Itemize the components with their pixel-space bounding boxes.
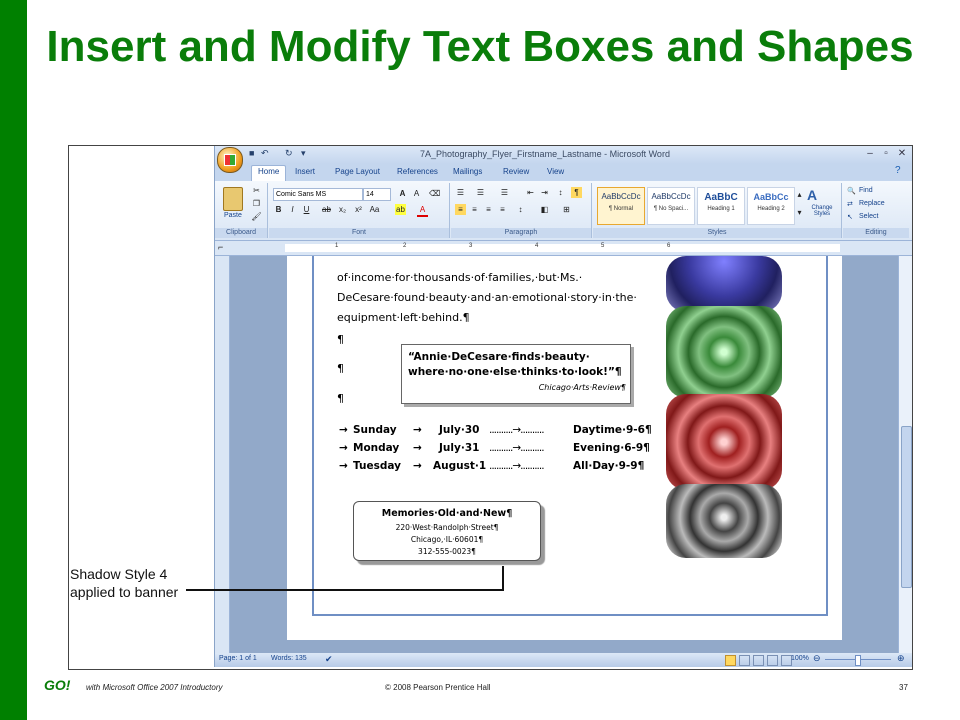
quote-line: where·no·one·else·thinks·to·look!”¶: [408, 366, 622, 378]
redo-icon[interactable]: ↻: [285, 148, 293, 158]
editing-label: Editing: [843, 228, 909, 238]
decrease-indent-icon[interactable]: ⇤: [527, 188, 534, 197]
vertical-ruler[interactable]: [215, 256, 230, 656]
ruler-tick: 5: [601, 243, 605, 249]
word-count[interactable]: Words: 135: [271, 655, 307, 662]
font-label: Font: [269, 228, 449, 238]
font-name-select[interactable]: Comic Sans MS: [273, 188, 363, 201]
change-styles-icon[interactable]: A: [807, 187, 818, 203]
body-paragraph[interactable]: [337, 268, 637, 328]
ruler-tick: 2: [403, 243, 407, 249]
outline-icon[interactable]: [767, 655, 778, 666]
scrollbar-thumb[interactable]: [901, 426, 912, 588]
ruler-tick: 4: [535, 243, 539, 249]
ruler-tick: 1: [335, 243, 339, 249]
line-spacing-icon[interactable]: ↕: [518, 205, 523, 214]
schedule-time: All·Day·9-9¶: [573, 460, 645, 472]
body-line: equipment·left·behind.¶: [337, 311, 470, 324]
slide-left-bar: [0, 0, 27, 720]
paragraph-label: Paragraph: [451, 228, 591, 238]
style-normal[interactable]: [597, 187, 645, 225]
align-left-icon[interactable]: ≡: [455, 204, 466, 215]
justify-icon[interactable]: ≡: [500, 205, 505, 214]
banner-line: 312-555-0023¶: [418, 547, 476, 556]
find-icon[interactable]: 🔍: [847, 188, 856, 195]
print-layout-icon[interactable]: [725, 655, 736, 666]
tab-arrow-icon: →: [339, 442, 348, 454]
select-icon[interactable]: ↖: [847, 214, 853, 221]
zoom-in-icon[interactable]: ⊕: [897, 653, 905, 663]
close-button[interactable]: ✕: [897, 148, 907, 159]
style-name: Heading 2: [757, 206, 785, 212]
title-bar: [215, 146, 912, 164]
shading-icon[interactable]: ◧: [540, 205, 549, 214]
copy-icon[interactable]: ❐: [252, 199, 261, 208]
style-heading-2[interactable]: [747, 187, 795, 225]
zoom-out-icon[interactable]: ⊖: [813, 653, 821, 663]
paste-icon[interactable]: [223, 187, 243, 211]
save-icon[interactable]: ■: [249, 148, 255, 158]
callout-line: [502, 566, 504, 590]
zoom-slider-thumb[interactable]: [855, 655, 861, 666]
underline-button[interactable]: U: [303, 205, 310, 214]
help-icon[interactable]: ?: [895, 165, 901, 176]
banner-line: 220·West·Randolph·Street¶: [395, 523, 499, 532]
clock-image-blue[interactable]: [666, 256, 782, 312]
align-right-icon[interactable]: ≡: [486, 205, 491, 214]
schedule-date: July·30: [439, 424, 480, 436]
select-button[interactable]: Select: [859, 213, 879, 220]
paragraph-group: [451, 183, 592, 238]
font-color-icon[interactable]: A: [417, 204, 428, 217]
show-hide-icon[interactable]: ¶: [571, 187, 582, 198]
dot-leader: ..........→..........: [489, 460, 544, 472]
office-button[interactable]: [217, 147, 243, 173]
tab-arrow-icon: →: [413, 424, 422, 436]
borders-icon[interactable]: ⊞: [563, 205, 570, 214]
ruler-tick: 3: [469, 243, 473, 249]
status-bar: [215, 653, 912, 667]
style-name: ¶ No Spaci...: [653, 206, 689, 212]
maximize-button[interactable]: ▫: [884, 148, 888, 159]
customize-qat-icon[interactable]: ▾: [301, 148, 306, 158]
clock-image-gray[interactable]: [666, 484, 782, 558]
replace-icon[interactable]: ⇄: [847, 201, 853, 208]
subscript-button[interactable]: x₂: [338, 205, 347, 214]
clock-image-green[interactable]: [666, 306, 782, 398]
office-logo-icon: [224, 154, 236, 166]
change-styles-label[interactable]: Change Styles: [811, 205, 833, 217]
schedule-date: August·1: [433, 460, 487, 472]
schedule-time: Daytime·9-6¶: [573, 424, 652, 436]
schedule-table[interactable]: [339, 421, 659, 475]
go-logo: GO!: [44, 677, 71, 693]
change-case-button[interactable]: Aa: [369, 205, 380, 214]
empty-paragraph[interactable]: ¶: [337, 362, 344, 375]
tab-arrow-icon: →: [339, 424, 348, 436]
clock-image-red[interactable]: [666, 394, 782, 490]
style-preview: AaBbCcDc: [601, 192, 641, 201]
slide-title: Insert and Modify Text Boxes and Shapes: [46, 22, 914, 71]
cut-icon[interactable]: ✂: [253, 186, 260, 195]
zoom-level[interactable]: 100%: [791, 655, 809, 662]
multilevel-list-icon[interactable]: ☰: [500, 188, 509, 197]
font-size-select[interactable]: 14: [363, 188, 391, 201]
callout-line: [186, 589, 504, 591]
dot-leader: ..........→..........: [489, 442, 544, 454]
tab-mailings[interactable]: Mailings: [453, 167, 483, 176]
bullets-icon[interactable]: ☰: [456, 188, 465, 197]
style-name: Heading 1: [707, 206, 735, 212]
page-count[interactable]: Page: 1 of 1: [219, 655, 257, 662]
ruler-track: [285, 244, 840, 252]
schedule-day: Tuesday: [353, 460, 401, 472]
tab-page-layout[interactable]: Page Layout: [335, 167, 380, 176]
grow-font-icon[interactable]: A: [399, 189, 406, 198]
footer-left: with Microsoft Office 2007 Introductory: [86, 683, 223, 692]
font-group: [269, 183, 450, 238]
minimize-button[interactable]: –: [867, 148, 873, 159]
style-name: ¶ Normal: [608, 206, 634, 212]
paste-label: Paste: [224, 212, 242, 219]
banner-line: Chicago,·IL·60601¶: [410, 535, 484, 544]
tab-review[interactable]: Review: [503, 167, 530, 176]
horizontal-ruler[interactable]: [215, 241, 912, 256]
increase-indent-icon[interactable]: ⇥: [541, 188, 548, 197]
tab-home[interactable]: Home: [251, 165, 286, 182]
quote-source: Chicago·Arts·Review¶: [538, 383, 626, 392]
style-preview: AaBbCcDc: [651, 192, 691, 201]
banner-title: Memories·Old·and·New¶: [381, 508, 513, 519]
tab-arrow-icon: →: [413, 442, 422, 454]
format-painter-icon[interactable]: 🖌: [251, 212, 262, 221]
banner-shape[interactable]: [353, 501, 541, 561]
callout-label: Shadow Style 4 applied to banner: [70, 566, 179, 600]
vertical-scrollbar[interactable]: [898, 256, 912, 656]
clipboard-label: Clipboard: [215, 228, 267, 238]
styles-more-icon[interactable]: ▾: [797, 208, 802, 217]
ribbon: [215, 181, 912, 241]
body-line: DeCesare·found·beauty·and·an·emotional·story·in·the·: [337, 291, 637, 304]
tab-selector-icon[interactable]: ⌐: [218, 242, 224, 252]
tab-arrow-icon: →: [339, 460, 348, 472]
quote-text-box[interactable]: [401, 344, 631, 404]
style-preview: AaBbCc: [753, 192, 789, 202]
schedule-row: [339, 421, 659, 439]
clipboard-group: [215, 183, 268, 238]
schedule-day: Sunday: [353, 424, 397, 436]
style-no-spacing[interactable]: [647, 187, 695, 225]
styles-scroll-icon[interactable]: ▴: [797, 190, 802, 199]
schedule-row: [339, 439, 659, 457]
styles-group: [593, 183, 842, 238]
align-center-icon[interactable]: ≡: [472, 205, 477, 214]
page-number: 37: [899, 683, 908, 692]
undo-icon[interactable]: ↶: [261, 148, 269, 158]
window-title: 7A_Photography_Flyer_Firstname_Lastname - Microsoft Word: [420, 149, 670, 159]
styles-label: Styles: [593, 228, 841, 238]
proofing-icon[interactable]: ✔: [325, 654, 333, 664]
strikethrough-button[interactable]: ab: [322, 205, 331, 214]
body-line: of·income·for·thousands·of·families,·but·Ms.·: [337, 271, 583, 284]
highlight-icon[interactable]: ab: [396, 205, 405, 214]
schedule-time: Evening·6-9¶: [573, 442, 650, 454]
footer-copyright: © 2008 Pearson Prentice Hall: [385, 683, 491, 692]
ribbon-tabs: [215, 164, 912, 181]
tab-insert[interactable]: Insert: [295, 167, 316, 176]
style-heading-1[interactable]: [697, 187, 745, 225]
web-layout-icon[interactable]: [753, 655, 764, 666]
find-button[interactable]: Find: [859, 187, 873, 194]
dot-leader: ..........→..........: [489, 424, 544, 436]
tab-references[interactable]: References: [397, 167, 438, 176]
schedule-day: Monday: [353, 442, 400, 454]
tab-arrow-icon: →: [413, 460, 422, 472]
shrink-font-icon[interactable]: A: [413, 189, 420, 198]
schedule-date: July·31: [439, 442, 480, 454]
superscript-button[interactable]: x²: [355, 205, 362, 214]
empty-paragraph[interactable]: ¶: [337, 392, 344, 405]
editing-group: [843, 183, 909, 238]
quote-line: “Annie·DeCesare·finds·beauty·: [408, 351, 590, 363]
schedule-row: [339, 457, 659, 475]
sort-icon[interactable]: ↕: [558, 188, 563, 197]
clear-formatting-icon[interactable]: ⌫: [429, 189, 441, 198]
ruler-tick: 6: [667, 243, 671, 249]
tab-view[interactable]: View: [547, 167, 565, 176]
italic-button[interactable]: I: [291, 205, 294, 214]
style-preview: AaBbC: [704, 192, 738, 203]
empty-paragraph[interactable]: ¶: [337, 333, 344, 346]
replace-button[interactable]: Replace: [859, 200, 885, 207]
full-screen-icon[interactable]: [739, 655, 750, 666]
numbering-icon[interactable]: ☰: [476, 188, 485, 197]
bold-button[interactable]: B: [275, 205, 282, 214]
